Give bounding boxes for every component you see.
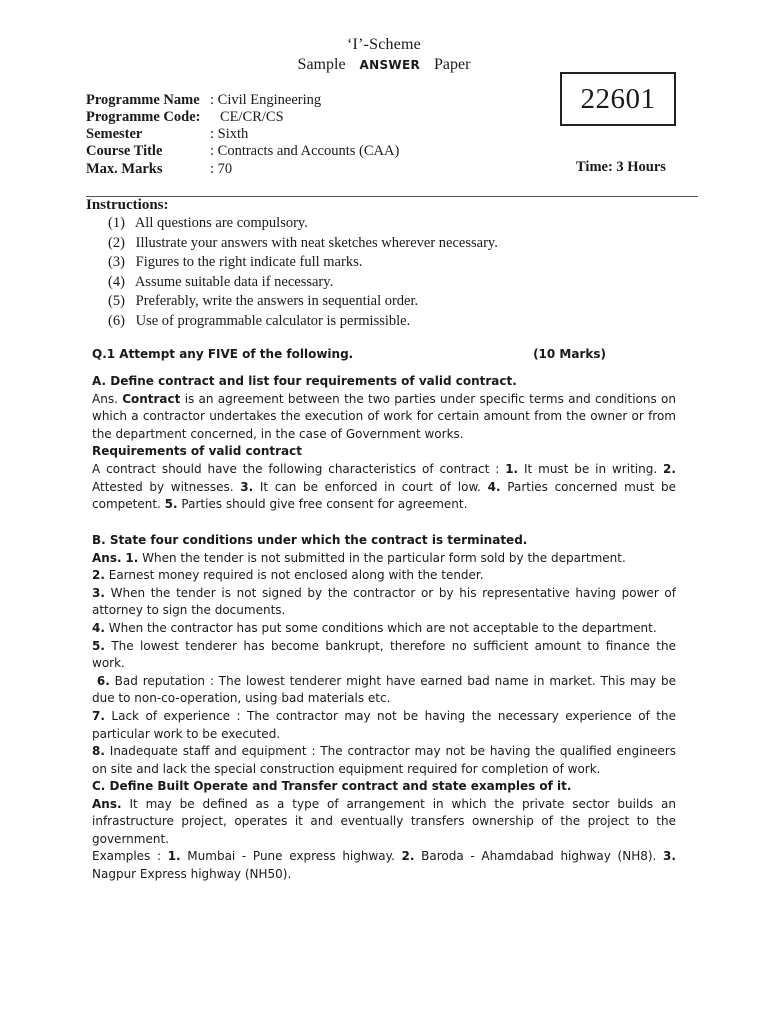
instruction-text: Preferably, write the answers in sequential order.: [135, 293, 419, 310]
instruction-item: [108, 273, 498, 293]
instruction-text: Illustrate your answers with neat sketches wherever necessary.: [135, 234, 498, 251]
item-text: Lack of experience : The contractor may not be having the necessary experience of the particular work to be executed.: [92, 708, 676, 741]
instruction-number: (5): [108, 293, 125, 310]
meta-value: : 70: [210, 161, 233, 177]
course-title-row: [86, 142, 399, 160]
subject-code-box: 22601: [560, 72, 676, 126]
header-divider: [86, 196, 698, 197]
answer-b-item: [92, 673, 676, 708]
item-number: 2.: [401, 849, 415, 864]
max-marks-row: [86, 160, 232, 178]
ans-text: It may be defined as a type of arrangement in which the private sector builds an infrastructure project, operates it and eventually transfers ownership of the project to the government.: [92, 796, 676, 846]
section-b: [92, 532, 676, 778]
item-number: 6.: [96, 673, 110, 688]
meta-label: Max. Marks: [86, 161, 163, 177]
question-c-title: C. Define Built Operate and Transfer contract and state examples of it.: [92, 779, 572, 793]
requirements-list: [92, 461, 676, 514]
section-c: [92, 778, 676, 884]
instruction-item: [108, 234, 498, 254]
item-text: Bad reputation : The lowest tenderer might have earned bad name in market. This may be due to non-co-operation, using bad materials etc.: [92, 673, 676, 706]
instruction-item: [108, 214, 498, 234]
answer-a-definition: [92, 391, 676, 444]
instruction-number: (1): [108, 215, 125, 231]
instruction-text: Assume suitable data if necessary.: [134, 273, 334, 290]
item-text: The lowest tenderer has become bankrupt, therefore no sufficient amount to finance the work.: [92, 638, 676, 671]
item-number: 3.: [240, 479, 254, 494]
item-number: 4.: [92, 620, 105, 635]
paper-word: Paper: [434, 56, 471, 73]
meta-value: : Sixth: [210, 126, 249, 142]
item-text: Inadequate staff and equipment : The contractor may not be having the qualified engineers on site and lack the special construction equipment required for completion of work.: [92, 744, 676, 776]
item-number: 1.: [125, 550, 139, 565]
item-number: 5.: [164, 497, 178, 512]
instruction-number: (4): [108, 273, 125, 290]
item-number: 3.: [92, 585, 105, 600]
instruction-item: [108, 292, 498, 312]
answer-word: ANSWER: [359, 58, 420, 72]
item-text: When the tender is not signed by the contractor or by his representative having power of attorney to sign the documents.: [92, 585, 676, 618]
instruction-item: [108, 312, 498, 332]
item-text: When the tender is not submitted in the particular form sold by the department.: [142, 550, 626, 565]
answer-b-item: [92, 620, 676, 638]
question-a-title: A. Define contract and list four requirements of valid contract.: [92, 374, 517, 388]
ans-prefix: Ans.: [92, 391, 118, 406]
item-text: Parties should give free consent for agreement.: [181, 497, 468, 512]
item-number: 1.: [505, 461, 519, 476]
meta-value: : Civil Engineering: [210, 92, 322, 108]
section-a: [92, 373, 676, 514]
item-text: Nagpur Express highway (NH50).: [92, 866, 292, 881]
question-heading: [92, 347, 676, 361]
meta-value: CE/CR/CS: [220, 109, 284, 125]
answer-c-examples: [92, 848, 676, 883]
question-marks: (10 Marks): [533, 347, 606, 361]
time-allowed: Time: 3 Hours: [576, 159, 666, 175]
answer-b-item: [92, 708, 676, 743]
instructions-title: Instructions:: [86, 197, 169, 213]
ans-prefix: Ans.: [92, 550, 122, 565]
ans-prefix: Ans.: [92, 796, 122, 811]
item-text: Mumbai - Pune express highway.: [187, 849, 395, 864]
ans-term: Contract: [122, 391, 181, 406]
item-number: 7.: [92, 708, 105, 723]
meta-label: Programme Name: [86, 92, 200, 108]
item-number: 3.: [663, 849, 676, 864]
answer-b-item: [92, 567, 676, 585]
examples-label: Examples :: [92, 849, 162, 864]
item-text: It must be in writing.: [524, 461, 658, 476]
requirements-intro: A contract should have the following characteristics of contract :: [92, 461, 500, 476]
question-b-title: B. State four conditions under which the contract is terminated.: [92, 533, 528, 547]
item-text: Baroda - Ahamdabad highway (NH8).: [421, 849, 657, 864]
semester-row: [86, 125, 248, 143]
meta-label: Semester: [86, 126, 143, 142]
meta-value: : Contracts and Accounts (CAA): [210, 143, 400, 159]
item-text: When the contractor has put some conditions which are not acceptable to the department.: [108, 620, 657, 635]
instruction-item: [108, 253, 498, 273]
meta-label: Programme Code:: [86, 109, 201, 125]
instruction-text: Figures to the right indicate full marks.: [135, 254, 363, 271]
item-number: 2.: [92, 568, 105, 583]
answer-b-item: [92, 585, 676, 620]
instruction-number: (3): [108, 254, 125, 271]
instruction-text: All questions are compulsory.: [134, 215, 308, 231]
item-text: Parties concerned must be competent.: [92, 479, 677, 512]
answer-b-item: [92, 743, 676, 778]
item-number: 8.: [92, 744, 105, 759]
instruction-text: Use of programmable calculator is permissible.: [135, 312, 411, 329]
requirements-heading: Requirements of valid contract: [92, 444, 302, 459]
programme-code-row: [86, 108, 284, 126]
programme-name-row: [86, 91, 321, 109]
scheme-title: ‘I’-Scheme: [347, 36, 421, 53]
ans-text: is an agreement between the two parties under specific terms and conditions on which a contractor undertakes the execution of work for certain amount from the owner or from the department concerned, in the case of Government works.: [92, 391, 676, 441]
item-number: 5.: [92, 638, 105, 653]
answer-b-item: [92, 550, 676, 568]
item-number: 2.: [663, 461, 676, 476]
answer-b-item: [92, 638, 676, 673]
item-text: It can be enforced in court of low.: [259, 479, 481, 494]
item-text: Earnest money required is not enclosed along with the tender.: [108, 568, 484, 583]
item-number: 1.: [167, 849, 181, 864]
instruction-number: (2): [108, 234, 125, 251]
answer-c-definition: [92, 796, 676, 849]
question-title: Q.1 Attempt any FIVE of the following.: [92, 347, 354, 361]
item-number: 4.: [487, 479, 501, 494]
meta-label: Course Title: [86, 143, 163, 159]
instructions-list: [108, 214, 498, 332]
instruction-number: (6): [108, 312, 125, 329]
sample-word: Sample: [297, 56, 346, 73]
item-text: Attested by witnesses.: [92, 479, 234, 494]
